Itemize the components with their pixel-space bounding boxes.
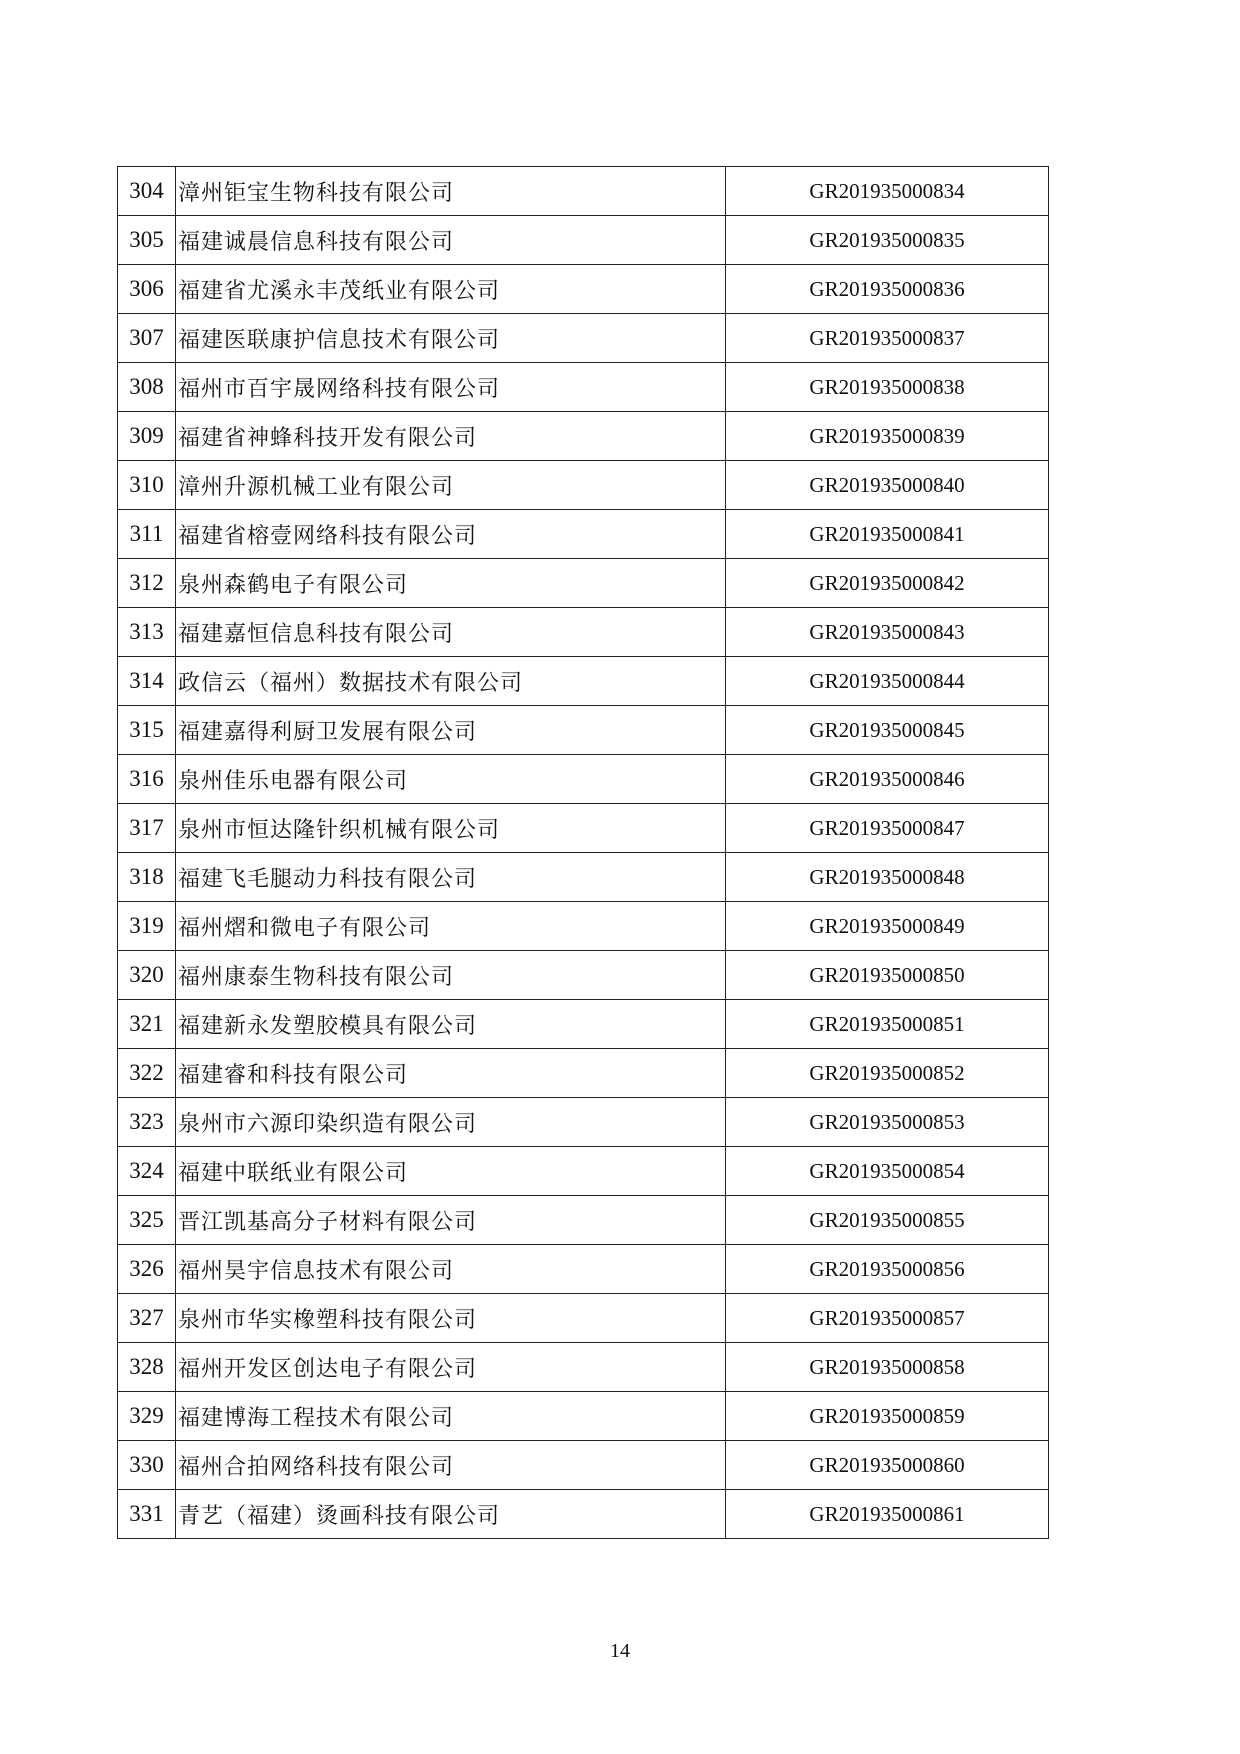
company-name: 福建睿和科技有限公司	[176, 1049, 726, 1098]
table-row	[118, 216, 1049, 265]
table-row	[118, 1392, 1049, 1441]
table-row	[118, 853, 1049, 902]
certificate-code: GR201935000845	[726, 706, 1049, 755]
certificate-code: GR201935000852	[726, 1049, 1049, 1098]
certificate-code: GR201935000837	[726, 314, 1049, 363]
company-name: 福州合拍网络科技有限公司	[176, 1441, 726, 1490]
row-number: 315	[118, 706, 176, 755]
row-number: 305	[118, 216, 176, 265]
table-row	[118, 1196, 1049, 1245]
table-row	[118, 1343, 1049, 1392]
certificate-code: GR201935000836	[726, 265, 1049, 314]
certificate-code: GR201935000859	[726, 1392, 1049, 1441]
company-name: 福州熠和微电子有限公司	[176, 902, 726, 951]
company-name: 泉州市恒达隆针织机械有限公司	[176, 804, 726, 853]
certificate-code: GR201935000843	[726, 608, 1049, 657]
company-name: 福建博海工程技术有限公司	[176, 1392, 726, 1441]
certificate-code: GR201935000857	[726, 1294, 1049, 1343]
certificate-code: GR201935000839	[726, 412, 1049, 461]
company-name: 福建医联康护信息技术有限公司	[176, 314, 726, 363]
company-name: 泉州市华实橡塑科技有限公司	[176, 1294, 726, 1343]
company-name: 福建省神蜂科技开发有限公司	[176, 412, 726, 461]
table-row	[118, 1441, 1049, 1490]
certificate-code: GR201935000838	[726, 363, 1049, 412]
table-row	[118, 706, 1049, 755]
table-row	[118, 902, 1049, 951]
company-name: 泉州森鹤电子有限公司	[176, 559, 726, 608]
row-number: 320	[118, 951, 176, 1000]
row-number: 324	[118, 1147, 176, 1196]
certificate-code: GR201935000834	[726, 167, 1049, 216]
certificate-code: GR201935000840	[726, 461, 1049, 510]
row-number: 325	[118, 1196, 176, 1245]
company-name: 福建飞毛腿动力科技有限公司	[176, 853, 726, 902]
company-name: 泉州市六源印染织造有限公司	[176, 1098, 726, 1147]
row-number: 329	[118, 1392, 176, 1441]
table-row	[118, 265, 1049, 314]
certificate-code: GR201935000861	[726, 1490, 1049, 1539]
certificate-code: GR201935000856	[726, 1245, 1049, 1294]
row-number: 327	[118, 1294, 176, 1343]
row-number: 318	[118, 853, 176, 902]
row-number: 307	[118, 314, 176, 363]
row-number: 321	[118, 1000, 176, 1049]
certificate-code: GR201935000855	[726, 1196, 1049, 1245]
row-number: 308	[118, 363, 176, 412]
company-name: 晋江凯基高分子材料有限公司	[176, 1196, 726, 1245]
table-row	[118, 559, 1049, 608]
table-row	[118, 1245, 1049, 1294]
company-name: 青艺（福建）烫画科技有限公司	[176, 1490, 726, 1539]
row-number: 313	[118, 608, 176, 657]
row-number: 314	[118, 657, 176, 706]
row-number: 330	[118, 1441, 176, 1490]
table-row	[118, 1294, 1049, 1343]
table-row	[118, 412, 1049, 461]
company-name: 政信云（福州）数据技术有限公司	[176, 657, 726, 706]
row-number: 306	[118, 265, 176, 314]
company-name: 漳州升源机械工业有限公司	[176, 461, 726, 510]
table-row	[118, 1000, 1049, 1049]
row-number: 312	[118, 559, 176, 608]
row-number: 331	[118, 1490, 176, 1539]
certificate-code: GR201935000841	[726, 510, 1049, 559]
company-name: 福建新永发塑胶模具有限公司	[176, 1000, 726, 1049]
company-name: 福建省榕壹网络科技有限公司	[176, 510, 726, 559]
table-row	[118, 314, 1049, 363]
table-row	[118, 1049, 1049, 1098]
row-number: 326	[118, 1245, 176, 1294]
certificate-code: GR201935000835	[726, 216, 1049, 265]
row-number: 309	[118, 412, 176, 461]
company-name: 福建嘉恒信息科技有限公司	[176, 608, 726, 657]
company-name: 泉州佳乐电器有限公司	[176, 755, 726, 804]
certificate-code: GR201935000850	[726, 951, 1049, 1000]
table-row	[118, 608, 1049, 657]
company-name: 福州市百宇晟网络科技有限公司	[176, 363, 726, 412]
row-number: 304	[118, 167, 176, 216]
table-row	[118, 804, 1049, 853]
company-name: 福建诚晨信息科技有限公司	[176, 216, 726, 265]
table-row	[118, 1147, 1049, 1196]
certificate-code: GR201935000844	[726, 657, 1049, 706]
row-number: 316	[118, 755, 176, 804]
company-name: 漳州钜宝生物科技有限公司	[176, 167, 726, 216]
certificate-code: GR201935000842	[726, 559, 1049, 608]
table-row	[118, 755, 1049, 804]
certificate-code: GR201935000849	[726, 902, 1049, 951]
company-list-table	[117, 166, 1049, 1539]
table-row	[118, 1098, 1049, 1147]
table-row	[118, 1490, 1049, 1539]
certificate-code: GR201935000854	[726, 1147, 1049, 1196]
row-number: 311	[118, 510, 176, 559]
row-number: 319	[118, 902, 176, 951]
table-row	[118, 657, 1049, 706]
certificate-code: GR201935000848	[726, 853, 1049, 902]
table-row	[118, 951, 1049, 1000]
table-row	[118, 461, 1049, 510]
company-name: 福建省尤溪永丰茂纸业有限公司	[176, 265, 726, 314]
row-number: 322	[118, 1049, 176, 1098]
row-number: 323	[118, 1098, 176, 1147]
certificate-code: GR201935000853	[726, 1098, 1049, 1147]
certificate-code: GR201935000860	[726, 1441, 1049, 1490]
company-name: 福州康泰生物科技有限公司	[176, 951, 726, 1000]
row-number: 317	[118, 804, 176, 853]
row-number: 310	[118, 461, 176, 510]
table-body	[118, 167, 1049, 1539]
company-name: 福建中联纸业有限公司	[176, 1147, 726, 1196]
company-name: 福州昊宇信息技术有限公司	[176, 1245, 726, 1294]
page-number: 14	[610, 1640, 630, 1662]
table-row	[118, 363, 1049, 412]
row-number: 328	[118, 1343, 176, 1392]
company-name: 福州开发区创达电子有限公司	[176, 1343, 726, 1392]
company-name: 福建嘉得利厨卫发展有限公司	[176, 706, 726, 755]
table-row	[118, 510, 1049, 559]
certificate-code: GR201935000858	[726, 1343, 1049, 1392]
certificate-code: GR201935000851	[726, 1000, 1049, 1049]
certificate-code: GR201935000847	[726, 804, 1049, 853]
table-row	[118, 167, 1049, 216]
certificate-code: GR201935000846	[726, 755, 1049, 804]
